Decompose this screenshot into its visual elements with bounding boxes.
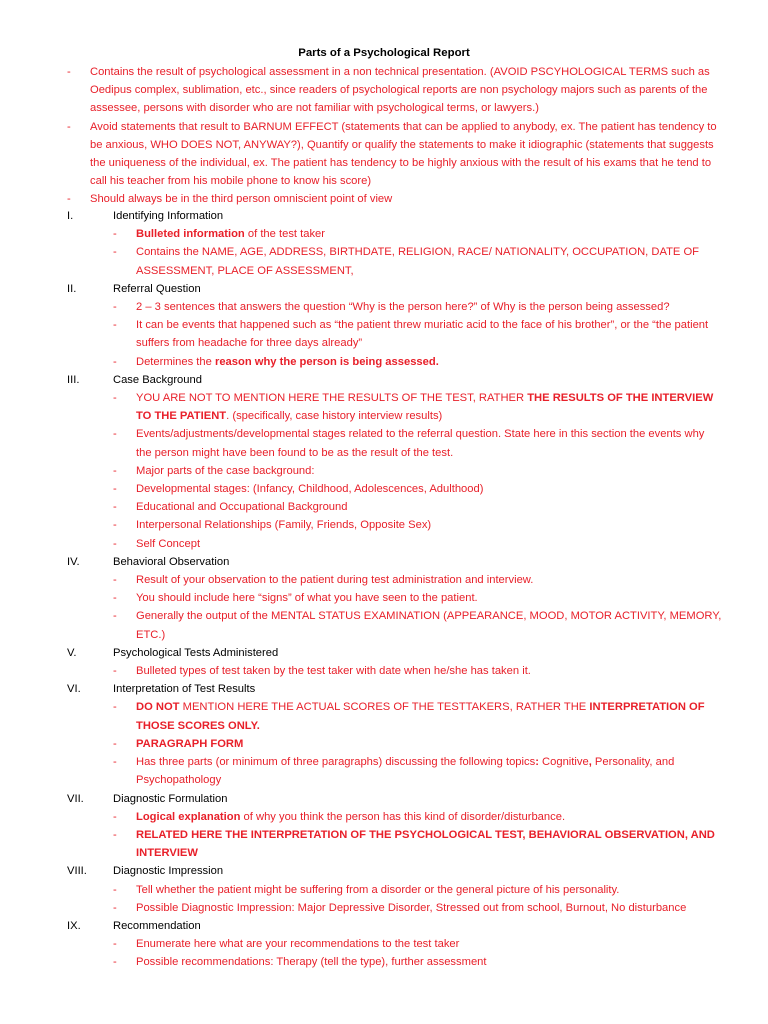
section-bullet: [0, 298, 768, 316]
bullet-text: YOU ARE NOT TO MENTION HERE THE RESULTS OF THE TEST, RATHER: [136, 392, 528, 405]
section-bullet: [0, 589, 768, 607]
intro-bullet-text: Avoid statements that result to BARNUM EFFECT (statements that can be applied to anybody, ex. The patient has tendency to be anxious, WHO DOES NOT, ANYWAY?), Quantify or qualify the statements to make it idiographic (statements that suggests the uniqueness of the individual, ex. The patient has tendency to be highly anxious with the result of his exams that he tend to call his teacher from his mobile phone to know his score): [90, 120, 717, 188]
section-bullet: [0, 698, 768, 734]
dash-marker: -: [113, 537, 117, 550]
section-number: VI.: [67, 683, 81, 696]
bullet-text: Bulleted types of test taken by the test taker with date when he/she has taken it.: [136, 665, 531, 678]
section-bullet: [0, 571, 768, 589]
dash-marker: -: [113, 301, 117, 314]
dash-marker: -: [113, 464, 117, 477]
section-number: II.: [67, 282, 77, 295]
bullet-text: of the test taker: [244, 228, 326, 241]
section-bullet: [0, 899, 768, 917]
bullet-text: You should include here “signs” of what you have seen to the patient.: [136, 592, 478, 605]
section-number: V.: [67, 646, 77, 659]
bullet-text: Major parts of the case background:: [136, 464, 315, 477]
dash-marker: -: [113, 665, 117, 678]
section-number: IV.: [67, 555, 80, 568]
dash-marker: -: [113, 519, 117, 532]
report-section: [0, 862, 768, 917]
section-bullet: [0, 225, 768, 243]
dash-marker: -: [67, 193, 71, 206]
bold-text: ,: [588, 756, 592, 769]
section-title: Interpretation of Test Results: [113, 683, 256, 696]
report-section: [0, 371, 768, 553]
section-bullet: [0, 607, 768, 643]
section-heading: [0, 680, 768, 698]
bold-text: PARAGRAPH FORM: [136, 737, 244, 750]
section-bullet: [0, 808, 768, 826]
bullet-text: It can be events that happened such as “the patient threw muriatic acid to the face of his brother”, or the “the patient suffers from headache for three days already”: [136, 319, 709, 350]
section-bullet: [0, 389, 768, 425]
intro-bullet: [0, 118, 768, 191]
dash-marker: -: [113, 592, 117, 605]
bullet-text: Result of your observation to the patient during test administration and interview.: [136, 574, 534, 587]
bullet-text: Educational and Occupational Background: [136, 501, 348, 514]
section-bullet: [0, 498, 768, 516]
report-section: [0, 644, 768, 680]
dash-marker: -: [113, 938, 117, 951]
section-number: VIII.: [67, 865, 87, 878]
section-heading: [0, 917, 768, 935]
section-heading: [0, 644, 768, 662]
bullet-text: Cognitive: [538, 756, 589, 769]
dash-marker: -: [113, 246, 117, 259]
intro-list: [0, 63, 768, 209]
sections-list: [0, 207, 768, 972]
intro-bullet-text: Should always be in the third person omniscient point of view: [90, 193, 393, 206]
section-bullet: [0, 935, 768, 953]
bullet-text: Has three parts (or minimum of three paragraphs) discussing the following topics: [136, 756, 536, 769]
dash-marker: -: [67, 120, 71, 133]
dash-marker: -: [67, 66, 71, 78]
bullet-text: Interpersonal Relationships (Family, Friends, Opposite Sex): [136, 519, 432, 532]
section-bullet: [0, 243, 768, 279]
section-number: I.: [67, 210, 74, 222]
dash-marker: -: [113, 392, 117, 405]
bold-text: RELATED HERE THE INTERPRETATION OF THE PSYCHOLOGICAL TEST, BEHAVIORAL OBSERVATION, AND INTERVIEW: [136, 828, 715, 860]
section-heading: [0, 553, 768, 571]
section-title: Behavioral Observation: [113, 555, 230, 568]
bullet-text: . (specifically, case history interview results): [226, 410, 443, 423]
section-title: Recommendation: [113, 919, 201, 932]
section-bullet: [0, 662, 768, 680]
section-title: Case Background: [113, 373, 202, 386]
report-section: [0, 553, 768, 644]
bullet-text: Developmental stages: (Infancy, Childhood, Adolescences, Adulthood): [136, 483, 484, 496]
bold-text: :: [535, 756, 539, 769]
section-title: Diagnostic Formulation: [113, 792, 228, 805]
bullet-text: Contains the NAME, AGE, ADDRESS, BIRTHDATE, RELIGION, RACE/ NATIONALITY, OCCUPATION, DATE OF ASSESSMENT, PLACE OF ASSESSMENT,: [136, 246, 700, 277]
report-section: [0, 280, 768, 371]
bullet-text: Events/adjustments/developmental stages related to the referral question. State here in this section the events why the person might have been found to be as the result of the test.: [136, 428, 705, 459]
dash-marker: -: [113, 737, 117, 750]
bullet-text: 2 – 3 sentences that answers the question “Why is the person here?” of Why is the person being assessed?: [136, 301, 670, 314]
dash-marker: -: [113, 810, 117, 823]
dash-marker: -: [113, 756, 117, 769]
section-number: IX.: [67, 919, 81, 932]
section-title: Psychological Tests Administered: [113, 646, 279, 659]
section-title: Identifying Information: [113, 210, 224, 222]
page-title: Parts of a Psychological Report: [298, 47, 470, 59]
section-heading: [0, 207, 768, 225]
dash-marker: -: [113, 610, 117, 623]
dash-marker: -: [113, 501, 117, 514]
dash-marker: -: [113, 574, 117, 587]
bullet-text: Personality, and Psychopathology: [136, 756, 675, 787]
bullet-text: Self Concept: [136, 537, 201, 550]
bullet-text: Tell whether the patient might be suffering from a disorder or the general picture of his personality.: [136, 883, 620, 896]
section-heading: [0, 371, 768, 389]
section-bullet: [0, 753, 768, 789]
intro-bullet: [0, 190, 768, 208]
section-bullet: [0, 735, 768, 753]
bold-text: reason why the person is being assessed.: [214, 355, 439, 368]
bold-text: DO NOT: [136, 701, 180, 714]
bullet-text: Possible Diagnostic Impression: Major Depressive Disorder, Stressed out from school, Burnout, No disturbance: [136, 901, 687, 914]
bold-text: Bulleted information: [136, 228, 245, 241]
dash-marker: -: [113, 319, 117, 332]
dash-marker: -: [113, 701, 117, 714]
section-bullet: [0, 516, 768, 534]
intro-bullet: [0, 63, 768, 118]
report-section: [0, 917, 768, 972]
section-bullet: [0, 826, 768, 862]
dash-marker: -: [113, 483, 117, 496]
section-bullet: [0, 480, 768, 498]
report-section: [0, 207, 768, 280]
section-bullet: [0, 535, 768, 553]
report-section: [0, 790, 768, 863]
bullet-text: Determines the: [136, 355, 215, 368]
section-bullet: [0, 462, 768, 480]
intro-bullet-text: Contains the result of psychological assessment in a non technical presentation. (AVOID PSCYHOLOGICAL TERMS such as Oedipus complex, sublimation, etc., since readers of psychological reports are non psychology majors such as parents of the assessee, persons with disorder who are not familiar with psychological terms, or lawyers.): [90, 66, 710, 115]
dash-marker: -: [113, 901, 117, 914]
dash-marker: -: [113, 428, 117, 441]
bullet-text: Generally the output of the MENTAL STATUS EXAMINATION (APPEARANCE, MOOD, MOTOR ACTIVITY, MEMORY, ETC.): [136, 610, 722, 641]
report-section: [0, 680, 768, 789]
section-bullet: [0, 353, 768, 371]
dash-marker: -: [113, 956, 117, 969]
bold-text: INTERPRETATION OF THOSE SCORES ONLY.: [136, 701, 705, 732]
dash-marker: -: [113, 883, 117, 896]
section-bullet: [0, 425, 768, 461]
section-number: VII.: [67, 792, 84, 805]
section-heading: [0, 790, 768, 808]
section-bullet: [0, 316, 768, 352]
section-number: III.: [67, 373, 80, 386]
section-heading: [0, 862, 768, 880]
bullet-text: Enumerate here what are your recommendations to the test taker: [136, 938, 460, 951]
bullet-text: MENTION HERE THE ACTUAL SCORES OF THE TESTTAKERS, RATHER THE: [179, 701, 590, 714]
bold-text: THE RESULTS OF THE INTERVIEW TO THE PATIENT: [136, 392, 714, 423]
dash-marker: -: [113, 228, 117, 241]
section-bullet: [0, 881, 768, 899]
bullet-text: Possible recommendations: Therapy (tell the type), further assessment: [136, 956, 487, 969]
bullet-text: of why you think the person has this kind of disorder/disturbance.: [240, 810, 566, 823]
section-title: Diagnostic Impression: [113, 865, 224, 878]
section-title: Referral Question: [113, 282, 201, 295]
dash-marker: -: [113, 355, 117, 368]
section-heading: [0, 280, 768, 298]
bold-text: Logical explanation: [136, 810, 241, 823]
section-bullet: [0, 953, 768, 971]
dash-marker: -: [113, 828, 117, 841]
